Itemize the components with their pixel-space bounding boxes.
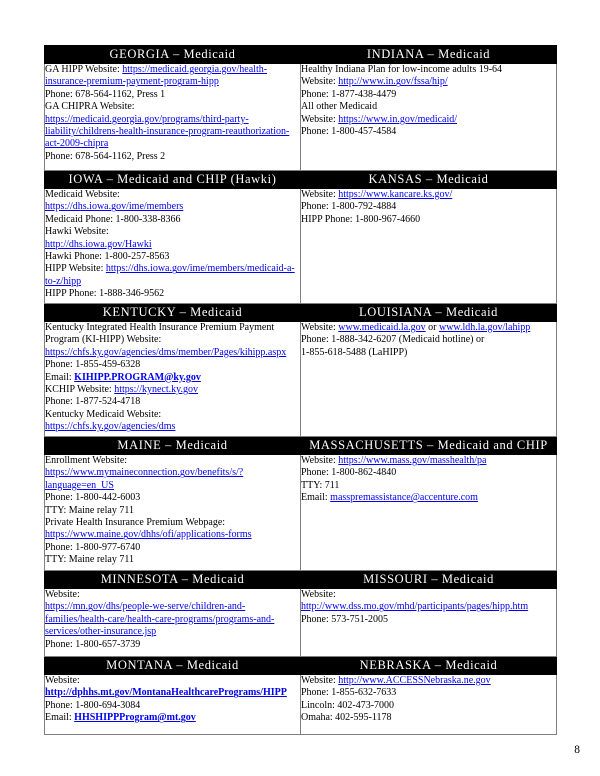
text-kansas: Website: [301, 189, 339, 200]
state-header-nebraska: NEBRASKA – Medicaid [301, 657, 557, 675]
text-louisiana: Website: [301, 322, 339, 333]
text-nebraska: Website: [301, 675, 339, 686]
state-cell-maine [45, 455, 301, 571]
text-iowa: Hawki Phone: 1-800-257-8563 [45, 251, 170, 263]
state-header-iowa: IOWA – Medicaid and CHIP (Hawki) [45, 171, 301, 189]
link-iowa[interactable]: http://dhs.iowa.gov/Hawki [45, 238, 152, 250]
text-iowa: HIPP Phone: 1-888-346-9562 [45, 288, 165, 300]
link-maine[interactable]: https://www.maine.gov/dhhs/ofi/applications-forms [45, 529, 252, 541]
state-header-indiana: INDIANA – Medicaid [301, 46, 557, 64]
text-georgia: Phone: 678-564-1162, Press 2 [45, 150, 166, 162]
state-cell-indiana [301, 64, 557, 171]
link-kentucky[interactable]: https://chfs.ky.gov/agencies/dms/member/Pages/kihipp.aspx [45, 346, 287, 358]
text-indiana: Healthy Indiana Plan for low-income adults 19-64 [301, 64, 503, 75]
link-minnesota[interactable]: https://mn.gov/dhs/people-we-serve/children-and-families/health-care/health-care-programs/programs-and-services/other-insurance.jsp [45, 601, 275, 638]
text-nebraska: Omaha: 402-595-1178 [301, 712, 392, 724]
state-header-montana: MONTANA – Medicaid [45, 657, 301, 675]
link-massachusetts[interactable]: https://www.mass.gov/masshealth/pa [338, 455, 487, 466]
link-kentucky[interactable]: https://chfs.ky.gov/agencies/dms [45, 421, 176, 433]
text-maine: Private Health Insurance Premium Webpage: [45, 517, 226, 529]
state-cell-minnesota [45, 589, 301, 657]
text-kentucky: Kentucky Medicaid Website: [45, 408, 162, 420]
text-indiana: Phone: 1-800-457-4584 [301, 126, 397, 138]
state-header-massachusetts: MASSACHUSETTS – Medicaid and CHIP [301, 437, 557, 455]
text-montana: Phone: 1-800-694-3084 [45, 699, 141, 711]
text-kentucky: Email: [45, 371, 75, 383]
text-louisiana: 1-855-618-5488 (LaHIPP) [301, 346, 408, 358]
text-indiana: Website: [301, 113, 339, 125]
link-massachusetts[interactable]: masspremassistance@accenture.com [330, 492, 478, 504]
text-massachusetts: Website: [301, 455, 339, 466]
state-cell-louisiana [301, 322, 557, 437]
link-indiana[interactable]: https://www.in.gov/medicaid/ [338, 113, 458, 125]
text-maine: Phone: 1-800-977-6740 [45, 541, 141, 553]
link-kentucky[interactable]: KIHIPP.PROGRAM@ky.gov [74, 371, 201, 383]
state-header-kansas: KANSAS – Medicaid [301, 171, 557, 189]
text-georgia: GA HIPP Website: [45, 64, 123, 75]
link-iowa[interactable]: https://dhs.iowa.gov/ime/members [45, 201, 184, 213]
link-montana[interactable]: http://dphhs.mt.gov/MontanaHealthcarePrograms/HIPP [45, 687, 287, 699]
text-maine: Enrollment Website: [45, 455, 128, 466]
text-missouri: Website: [301, 589, 336, 600]
text-minnesota: Website: [45, 589, 80, 600]
text-kansas: HIPP Phone: 1-800-967-4660 [301, 213, 421, 225]
states-table [44, 45, 557, 735]
text-montana: Email: [45, 712, 75, 724]
text-massachusetts: Email: [301, 492, 331, 504]
link-georgia[interactable]: https://medicaid.georgia.gov/health-insurance-premium-payment-program-hipp [45, 64, 268, 88]
state-cell-kentucky [45, 322, 301, 437]
state-cell-missouri [301, 589, 557, 657]
states-table-body [45, 46, 557, 735]
state-cell-kansas [301, 189, 557, 304]
text-montana: Website: [45, 675, 80, 686]
text-georgia: GA CHIPRA Website: [45, 101, 135, 113]
state-header-kentucky: KENTUCKY – Medicaid [45, 304, 301, 322]
text-kansas: Phone: 1-800-792-4884 [301, 201, 397, 213]
link-kansas[interactable]: https://www.kancare.ks.gov/ [338, 189, 453, 200]
link-louisiana[interactable]: www.ldh.la.gov/lahipp [438, 322, 531, 333]
text-iowa: Medicaid Phone: 1-800-338-8366 [45, 213, 181, 225]
text-iowa: HIPP Website: [45, 263, 106, 275]
text-maine: TTY: Maine relay 711 [45, 554, 134, 566]
text-maine: TTY: Maine relay 711 [45, 504, 134, 516]
page-number: 8 [574, 744, 580, 756]
state-cell-iowa [45, 189, 301, 304]
link-maine[interactable]: https://www.mymaineconnection.gov/benefits/s/?language=en_US [45, 467, 244, 491]
link-indiana[interactable]: http://www.in.gov/fssa/hip/ [338, 76, 448, 88]
text-louisiana: or [425, 322, 439, 333]
state-header-missouri: MISSOURI – Medicaid [301, 571, 557, 589]
state-header-minnesota: MINNESOTA – Medicaid [45, 571, 301, 589]
link-kentucky[interactable]: https://kynect.ky.gov [114, 384, 198, 396]
text-indiana: Phone: 1-877-438-4479 [301, 88, 397, 100]
text-indiana: All other Medicaid [301, 101, 378, 113]
text-kentucky: Phone: 1-855-459-6328 [45, 359, 141, 371]
text-nebraska: Phone: 1-855-632-7633 [301, 687, 397, 699]
state-cell-georgia [45, 64, 301, 171]
text-louisiana: Phone: 1-888-342-6207 (Medicaid hotline) or [301, 334, 485, 346]
state-cell-montana [45, 675, 301, 735]
state-header-maine: MAINE – Medicaid [45, 437, 301, 455]
link-montana[interactable]: HHSHIPPProgram@mt.gov [74, 712, 196, 724]
state-header-georgia: GEORGIA – Medicaid [45, 46, 301, 64]
text-kentucky: Phone: 1-877-524-4718 [45, 396, 141, 408]
text-kentucky: KCHIP Website: [45, 384, 115, 396]
text-missouri: Phone: 573-751-2005 [301, 613, 388, 625]
text-iowa: Hawki Website: [45, 226, 109, 238]
state-header-louisiana: LOUISIANA – Medicaid [301, 304, 557, 322]
text-iowa: Medicaid Website: [45, 189, 120, 200]
link-louisiana[interactable]: www.medicaid.la.gov [338, 322, 426, 333]
text-nebraska: Lincoln: 402-473-7000 [301, 699, 395, 711]
text-indiana: Website: [301, 76, 339, 88]
text-maine: Phone: 1-800-442-6003 [45, 492, 141, 504]
link-missouri[interactable]: http://www.dss.mo.gov/mhd/participants/pages/hipp.htm [301, 601, 529, 613]
text-kentucky: Kentucky Integrated Health Insurance Premium Payment Program (KI-HIPP) Website: [45, 322, 275, 346]
text-minnesota: Phone: 1-800-657-3739 [45, 638, 141, 650]
link-georgia[interactable]: https://medicaid.georgia.gov/programs/third-party-liability/childrens-health-insurance-program-reauthorization-act-2009-chipra [45, 113, 290, 150]
text-georgia: Phone: 678-564-1162, Press 1 [45, 88, 166, 100]
link-iowa[interactable]: https://dhs.iowa.gov/ime/members/medicaid-a-to-z/hipp [45, 263, 295, 287]
link-nebraska[interactable]: http://www.ACCESSNebraska.ne.gov [338, 675, 491, 686]
state-cell-nebraska [301, 675, 557, 735]
text-massachusetts: Phone: 1-800-862-4840 [301, 467, 397, 479]
state-cell-massachusetts [301, 455, 557, 571]
text-massachusetts: TTY: 711 [301, 479, 340, 491]
